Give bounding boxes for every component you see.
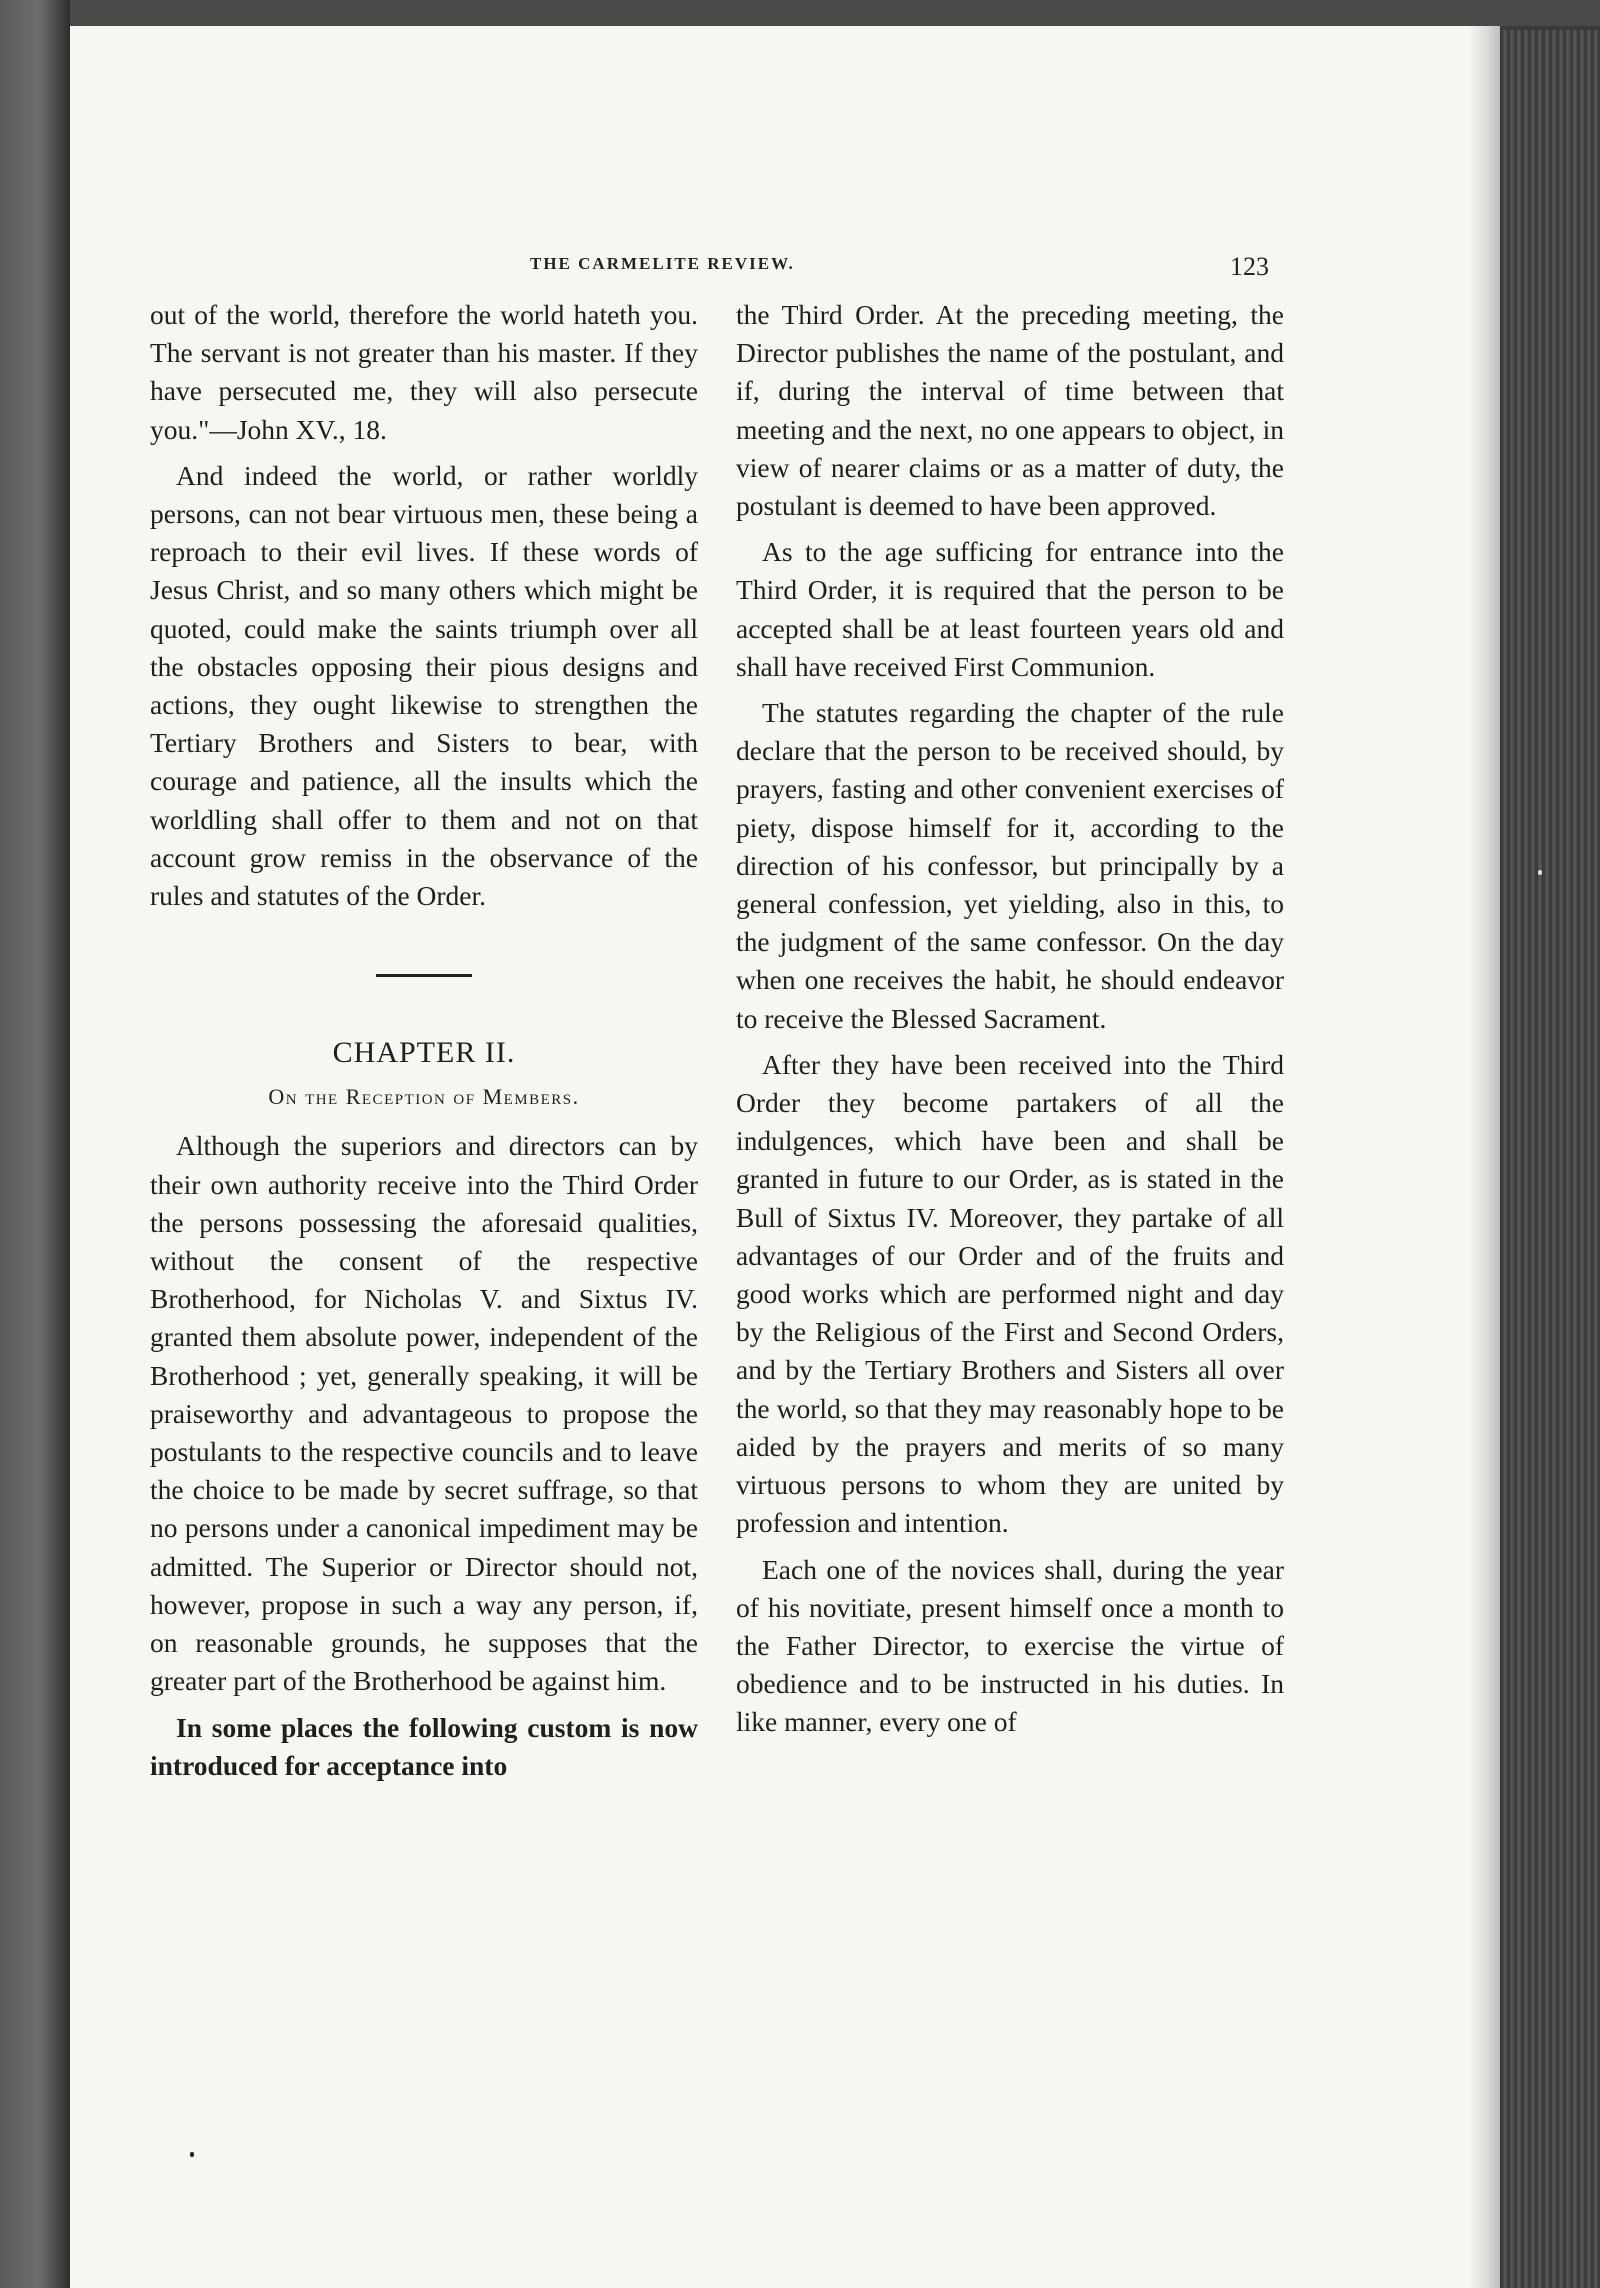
page-fold-shadow [1468, 26, 1500, 2288]
page-number: 123 [1230, 252, 1269, 281]
chapter-subtitle: On the Reception of Members. [268, 1084, 580, 1110]
section-divider [150, 949, 698, 987]
book-page-stack-edge [1500, 30, 1600, 2288]
book-gutter-left [0, 0, 70, 2288]
chapter-title: CHAPTER II. [332, 1036, 516, 1070]
edge-speck [1538, 870, 1542, 875]
paragraph: Although the superiors and directors can by their own authority receive into the Third Order the persons possessing the aforesaid qualities, without the consent of the respective Brotherhood, for Nicholas V. and Sixtus IV. granted them absolute power, independent of the Brotherhood ; yet, generally speaking, it will be praiseworthy and advantageous to propose the postulants to the respective councils and to leave the choice to be made by secret suffrage, so that no persons under a canonical impediment may be admitted. The Superior or Director should not, however, propose in such a way any person, if, on reasonable grounds, he supposes that the greater part of the Brotherhood be against him. [150, 1130, 698, 1697]
print-speck [190, 2152, 194, 2157]
paragraph: The statutes regarding the chapter of the rule declare that the person to be received should, by prayers, fasting and other convenient exercises of piety, dispose himself for it, according to the direction of his confessor, but principally by a general confession, yet yielding, also in this, to the judgment of the same confessor. On the day when one receives the habit, he should endeavor to receive the Blessed Sacrament. [736, 697, 1284, 1034]
paragraph: the Third Order. At the preceding meeting, the Director publishes the name of the postulant, and if, during the interval of time between that meeting and the next, no one appears to object, in view of nearer claims or as a matter of duty, the postulant is deemed to have been approved. [736, 299, 1284, 522]
paragraph: In some places the following custom is now introduced for acceptance into [150, 1711, 698, 1781]
right-text-column [736, 296, 1284, 1750]
paragraph: out of the world, therefore the world hateth you. The servant is not greater than his master. If they have persecuted me, they will also persecute you."—John XV., 18. [150, 299, 698, 445]
left-text-column [150, 296, 698, 1793]
running-title: THE CARMELITE REVIEW. [530, 254, 795, 273]
divider-rule [376, 974, 472, 977]
scan-top-edge [70, 0, 1600, 26]
paragraph: After they have been received into the Third Order they become partakers of all the indulgences, which have been and shall be granted in future to our Order, as is stated in the Bull of Sixtus IV. Moreover, they partake of all advantages of our Order and of the fruits and good works which are performed night and day by the Religious of the First and Second Orders, and by the Tertiary Brothers and Sisters all over the world, so that they may reasonably hope to be aided by the prayers and merits of so many virtuous persons to whom they are united by profession and intention. [736, 1048, 1284, 1539]
paragraph: And indeed the world, or rather worldly persons, can not bear virtuous men, these being a reproach to their evil lives. If these words of Jesus Christ, and so many others which might be quoted, could make the saints triumph over all the obstacles opposing their pious designs and actions, they ought likewise to strengthen the Tertiary Brothers and Sisters to bear, with courage and patience, all the insults which the worldling shall offer to them and not on that account grow remiss in the observance of the rules and statutes of the Order. [150, 459, 698, 912]
paragraph: As to the age sufficing for entrance into the Third Order, it is required that the person to be accepted shall be at least fourteen years old and shall have received First Communion. [736, 536, 1284, 682]
paragraph: Each one of the novices shall, during the year of his novitiate, present himself once a month to the Father Director, to exercise the virtue of obedience and to be instructed in his duties. In like manner, every one of [736, 1553, 1284, 1738]
